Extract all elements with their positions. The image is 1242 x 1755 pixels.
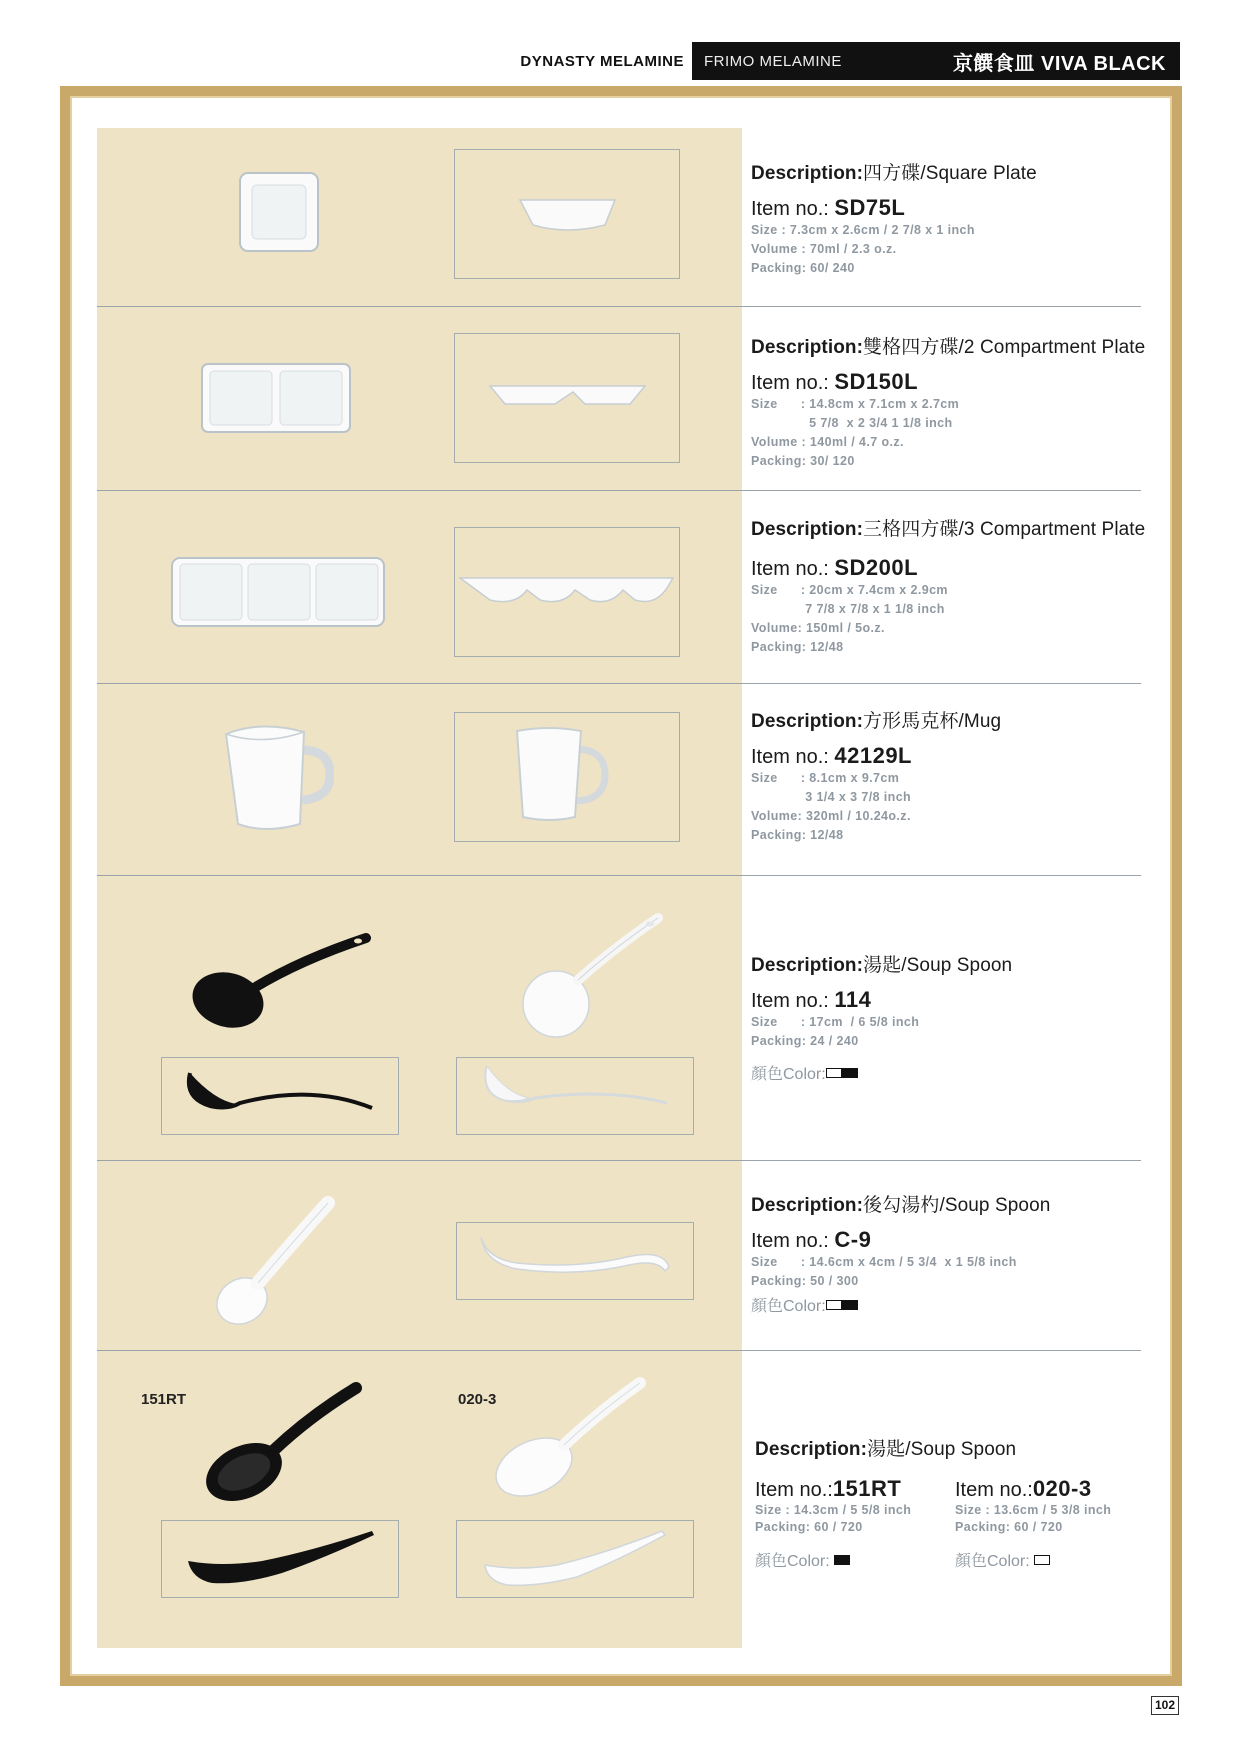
- item-code: C-9: [834, 1227, 872, 1252]
- color-options: [755, 1548, 911, 1571]
- item-code: 151RT: [832, 1476, 902, 1501]
- item-code: 42129L: [834, 743, 912, 768]
- spec-volume: Volume: 150ml / 5o.z.: [751, 621, 885, 635]
- item-code: 114: [834, 987, 872, 1012]
- spec-packing: Packing: 12/48: [751, 828, 844, 842]
- product-info-114: [751, 950, 1012, 1084]
- spec-size: Size : 14.8cm x 7.1cm x 2.7cm: [751, 397, 960, 411]
- item-label: Item no.:: [751, 558, 829, 580]
- two-compartment-top-photo: [200, 362, 354, 436]
- desc-label: Description:: [751, 163, 864, 184]
- header-tab-viva-black: 京饌食皿 VIVA BLACK: [928, 42, 1180, 80]
- spec-size: Size : 17cm / 6 5/8 inch: [751, 1015, 920, 1029]
- spec-size-inch: 5 7/8 x 2 3/4 1 1/8 inch: [751, 416, 953, 430]
- product-info-sd75l: [751, 158, 1037, 278]
- square-plate-side-photo-box: [454, 149, 680, 279]
- two-compartment-side-photo: [455, 334, 679, 462]
- two-compartment-side-photo-box: [454, 333, 680, 463]
- color-options: [751, 1061, 1012, 1084]
- tag-151rt: 151RT: [141, 1391, 187, 1408]
- spec-size: Size : 7.3cm x 2.6cm / 2 7/8 x 1 inch: [751, 223, 975, 237]
- spec-packing: Packing: 60/ 240: [751, 261, 855, 275]
- c9-spoon-side-photo: [457, 1223, 693, 1299]
- desc-text: 雙格四方碟/2 Compartment Plate: [863, 337, 1146, 358]
- ladle-black-side-photo-box: [161, 1057, 399, 1135]
- white-swatch: [1034, 1555, 1050, 1565]
- spec-packing: Packing: 60 / 720: [755, 1520, 863, 1534]
- spec-size: Size : 13.6cm / 5 3/8 inch: [955, 1503, 1112, 1517]
- 151rt-spoon-side-photo: [162, 1521, 398, 1597]
- color-label: 顏色Color:: [751, 1066, 826, 1083]
- spec-volume: Volume: 320ml / 10.24o.z.: [751, 809, 911, 823]
- color-options: [751, 1293, 1050, 1316]
- spec-size-inch: 3 1/4 x 3 7/8 inch: [751, 790, 912, 804]
- desc-label: Description:: [751, 519, 864, 540]
- row-divider: [97, 875, 1141, 876]
- 151rt-spoon-black-top-photo: [200, 1380, 364, 1504]
- desc-label: Description:: [751, 1195, 864, 1216]
- product-info-42129l: [751, 706, 1001, 845]
- 020-3-spoon-side-photo: [457, 1521, 693, 1597]
- square-plate-top-photo: [238, 171, 322, 255]
- page-number: 102: [1151, 1696, 1179, 1715]
- header-tab-frimo: FRIMO MELAMINE: [692, 42, 928, 80]
- item-label: Item no.:: [751, 1230, 829, 1252]
- spec-packing: Packing: 50 / 300: [751, 1274, 859, 1288]
- desc-label: Description:: [751, 955, 864, 976]
- desc-text: 三格四方碟/3 Compartment Plate: [863, 519, 1146, 540]
- row-divider: [97, 1160, 1141, 1161]
- ladle-black-top-photo: [190, 930, 380, 1035]
- desc-text: 四方碟/Square Plate: [863, 163, 1037, 184]
- row-divider: [97, 306, 1141, 307]
- spec-size-inch: 7 7/8 x 7/8 x 1 1/8 inch: [751, 602, 945, 616]
- spec-size: Size : 20cm x 7.4cm x 2.9cm: [751, 583, 948, 597]
- 020-3-spoon-side-photo-box: [456, 1520, 694, 1598]
- three-compartment-side-photo: [455, 528, 679, 656]
- color-label: 顏色Color:: [751, 1298, 826, 1315]
- row-divider: [97, 683, 1141, 684]
- product-info-c9: [751, 1190, 1050, 1316]
- item-code: 020-3: [1032, 1476, 1092, 1501]
- white-swatch: [826, 1068, 842, 1078]
- item-label: Item no.:: [955, 1479, 1033, 1501]
- spec-packing: Packing: 24 / 240: [751, 1034, 859, 1048]
- desc-text: 湯匙/Soup Spoon: [867, 1439, 1017, 1460]
- spec-size: Size : 8.1cm x 9.7cm: [751, 771, 900, 785]
- spec-size: Size : 14.6cm x 4cm / 5 3/4 x 1 5/8 inch: [751, 1255, 1017, 1269]
- item-label: Item no.:: [751, 746, 829, 768]
- desc-label: Description:: [751, 711, 864, 732]
- spec-packing: Packing: 60 / 720: [955, 1520, 1063, 1534]
- ladle-black-side-photo: [162, 1058, 398, 1134]
- black-swatch: [842, 1300, 858, 1310]
- item-code: SD200L: [834, 555, 919, 580]
- desc-text: 後勾湯杓/Soup Spoon: [863, 1195, 1051, 1216]
- desc-label: Description:: [751, 337, 864, 358]
- square-plate-side-photo: [455, 150, 679, 278]
- spec-volume: Volume : 70ml / 2.3 o.z.: [751, 242, 897, 256]
- black-swatch: [842, 1068, 858, 1078]
- three-compartment-top-photo: [170, 556, 388, 630]
- spec-packing: Packing: 12/48: [751, 640, 844, 654]
- product-info-sd200l: [751, 514, 1145, 657]
- mug-side-photo: [455, 713, 679, 841]
- product-info-151rt: [755, 1466, 911, 1571]
- 151rt-spoon-side-photo-box: [161, 1520, 399, 1598]
- header-tab-dynasty: DYNASTY MELAMINE: [520, 52, 684, 70]
- desc-label: Description:: [755, 1439, 868, 1460]
- black-swatch: [834, 1555, 850, 1565]
- item-code: SD75L: [834, 195, 906, 220]
- spec-volume: Volume : 140ml / 4.7 o.z.: [751, 435, 904, 449]
- tag-020-3: 020-3: [458, 1391, 497, 1408]
- mug-angle-photo: [222, 720, 334, 836]
- desc-text: 方形馬克杯/Mug: [863, 711, 1002, 732]
- row-divider: [97, 1350, 1141, 1351]
- product-info-sd150l: [751, 332, 1145, 471]
- spec-packing: Packing: 30/ 120: [751, 454, 855, 468]
- c9-spoon-side-photo-box: [456, 1222, 694, 1300]
- color-options: [955, 1548, 1111, 1571]
- ladle-white-side-photo: [457, 1058, 693, 1134]
- white-swatch: [826, 1300, 842, 1310]
- c9-spoon-top-photo: [210, 1195, 336, 1331]
- ladle-white-side-photo-box: [456, 1057, 694, 1135]
- item-label: Item no.:: [751, 372, 829, 394]
- color-label: 顏色Color:: [755, 1553, 830, 1570]
- mug-side-photo-box: [454, 712, 680, 842]
- item-label: Item no.:: [751, 198, 829, 220]
- color-label: 顏色Color:: [955, 1553, 1030, 1570]
- item-label: Item no.:: [755, 1479, 833, 1501]
- product-info-soup-spoon-pair: [755, 1434, 1016, 1461]
- item-code: SD150L: [834, 369, 919, 394]
- three-compartment-side-photo-box: [454, 527, 680, 657]
- row-divider: [97, 490, 1141, 491]
- item-label: Item no.:: [751, 990, 829, 1012]
- desc-text: 湯匙/Soup Spoon: [863, 955, 1013, 976]
- ladle-white-top-photo: [520, 912, 670, 1044]
- product-info-020-3: [955, 1466, 1111, 1571]
- 020-3-spoon-white-top-photo: [490, 1375, 650, 1501]
- spec-size: Size : 14.3cm / 5 5/8 inch: [755, 1503, 912, 1517]
